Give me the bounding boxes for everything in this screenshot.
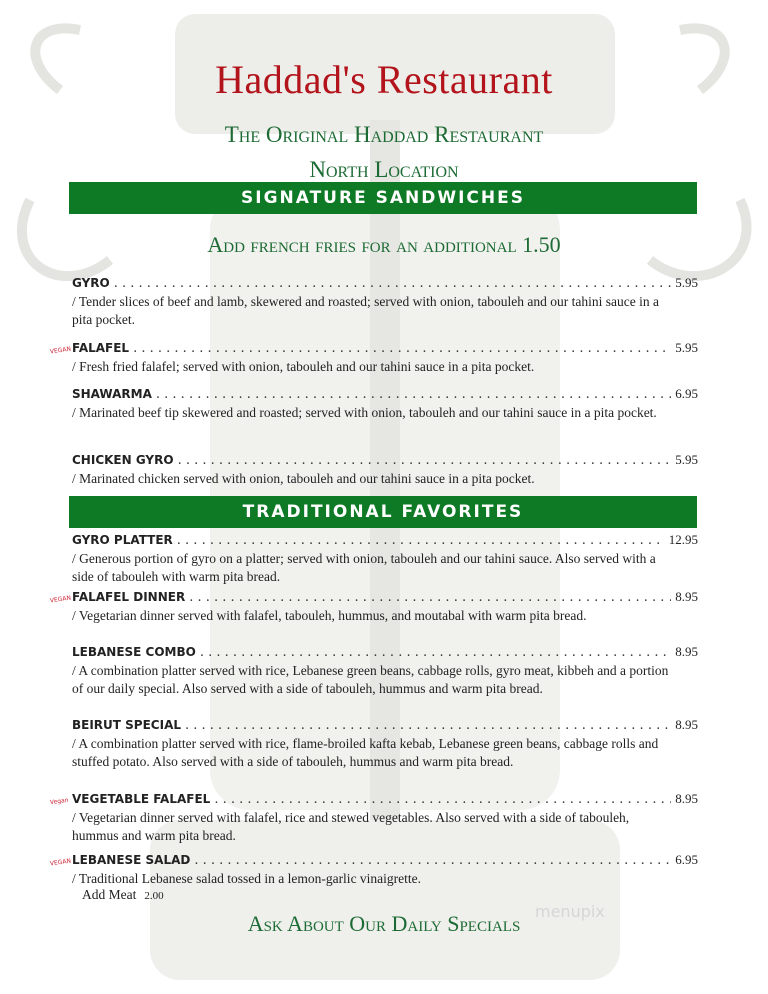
item-description: / A combination platter served with rice, Lebanese green beans, cabbage rolls, gyro meat, kibbeh and a portion of our daily special. Also served with a side of tabouleh, hummus and warm pita bread. (72, 663, 669, 696)
item-name: FALAFEL (72, 341, 130, 355)
menu-item (49, 588, 698, 625)
add-meat-price: 2.00 (144, 890, 164, 902)
leader-dots (156, 386, 671, 404)
leader-dots (114, 275, 672, 293)
item-description: / A combination platter served with rice, flame-broiled kafta kebab, Lebanese green beans, cabbage rolls and stuffed potato. Also served with a side of tabouleh, hummus and warm pita bread. (72, 736, 659, 769)
item-price: 5.95 (675, 275, 698, 290)
item-price: 8.95 (675, 717, 698, 732)
item-price: 8.95 (675, 589, 698, 604)
menu-item (72, 716, 698, 771)
item-name: SHAWARMA (72, 387, 152, 401)
leader-dots (200, 644, 671, 662)
item-price: 8.95 (675, 791, 698, 806)
leader-dots (189, 589, 671, 607)
leader-dots (177, 532, 665, 550)
section-heading-sandwiches: SIGNATURE SANDWICHES (69, 182, 697, 214)
item-name: BEIRUT SPECIAL (72, 718, 181, 732)
vegan-tag: Vegan (49, 796, 69, 807)
leader-dots (133, 340, 671, 358)
leader-dots (214, 791, 671, 809)
menu-item (49, 851, 698, 888)
daily-specials-footer: Ask About Our Daily Specials (247, 911, 521, 936)
menu-item (72, 274, 698, 329)
menu-item (72, 531, 698, 586)
add-meat-label: Add Meat (82, 887, 137, 902)
item-price: 5.95 (675, 452, 698, 467)
item-price: 12.95 (668, 532, 698, 547)
watermark: menupix (535, 902, 605, 921)
item-price: 6.95 (675, 386, 698, 401)
item-price: 6.95 (675, 852, 698, 867)
section-heading-favorites: TRADITIONAL FAVORITES (69, 496, 697, 528)
item-description: / Fresh fried falafel; served with onion, tabouleh and our tahini sauce in a pita pocket. (72, 359, 535, 374)
menu-item (49, 339, 698, 376)
leader-dots (194, 852, 671, 870)
item-description: / Vegetarian dinner served with falafel, rice and stewed vegetables. Also served with a side of tabouleh, hummus and warm pita bread. (72, 810, 630, 843)
vegan-tag: VEGAN (49, 857, 72, 868)
item-price: 8.95 (675, 644, 698, 659)
vegan-tag: VEGAN (49, 345, 72, 356)
item-name: CHICKEN GYRO (72, 453, 174, 467)
item-description: / Marinated beef tip skewered and roasted; served with onion, tabouleh and our tahini sauce in a pita pocket. (72, 405, 657, 420)
add-meat-option (82, 887, 164, 903)
item-name: GYRO (72, 276, 110, 290)
item-name: LEBANESE COMBO (72, 645, 196, 659)
fries-note: Add french fries for an additional 1.50 (207, 232, 561, 257)
leader-dots (185, 717, 671, 735)
leader-dots (178, 452, 672, 470)
item-description: / Vegetarian dinner served with falafel, tabouleh, hummus, and moutabal with warm pita bread. (72, 608, 587, 623)
item-name: FALAFEL DINNER (72, 590, 186, 604)
item-description: / Traditional Lebanese salad tossed in a lemon-garlic vinaigrette. (72, 871, 422, 886)
vegan-tag: VEGAN (49, 594, 72, 605)
item-description: / Generous portion of gyro on a platter; served with onion, tabouleh and our tahini sauce. Also served with a side of tabouleh with warm pita bread. (72, 551, 656, 584)
menu-item (72, 451, 698, 488)
item-name: VEGETABLE FALAFEL (72, 792, 211, 806)
item-name: GYRO PLATTER (72, 533, 173, 547)
item-name: LEBANESE SALAD (72, 853, 191, 867)
item-description: / Tender slices of beef and lamb, skewered and roasted; served with onion, tabouleh and our tahini sauce in a pita pocket. (72, 294, 659, 327)
menu-item (72, 385, 698, 422)
restaurant-title: Haddad's Restaurant (215, 57, 553, 102)
item-description: / Marinated chicken served with onion, tabouleh and our tahini sauce in a pita pocket. (72, 471, 535, 486)
subtitle-location: North Location (309, 157, 459, 182)
menu-item (49, 790, 698, 845)
menu-item (72, 643, 698, 698)
item-price: 5.95 (675, 340, 698, 355)
subtitle-original: The Original Haddad Restaurant (224, 122, 544, 147)
